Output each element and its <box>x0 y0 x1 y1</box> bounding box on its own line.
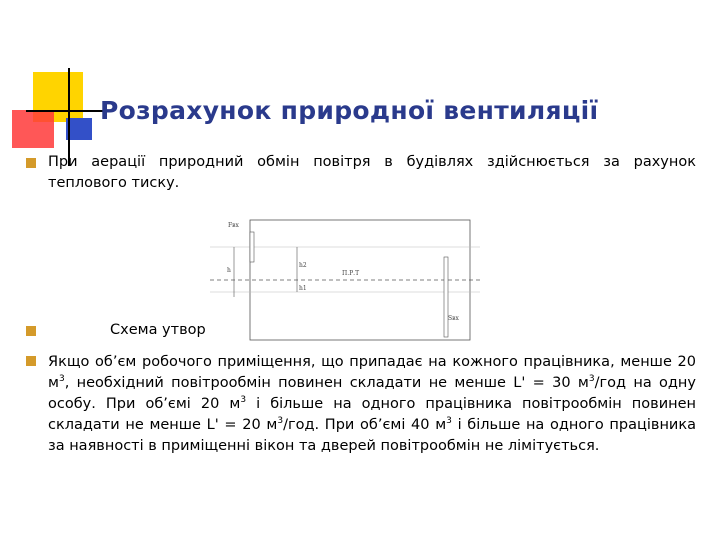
label-h2: h2 <box>299 262 307 269</box>
bullet-icon <box>26 356 36 366</box>
label-h1: h1 <box>299 285 307 292</box>
scheme-caption: Схема утвор <box>110 322 206 338</box>
label-svx: Sвх <box>448 315 459 322</box>
paragraph-scheme <box>48 320 696 341</box>
paragraph-aeration: При аерації природний обмін повітря в будівлях здійснюється за рахунок теплового тиску. <box>48 154 696 191</box>
label-fvx: Fвх <box>228 222 239 229</box>
label-h: h <box>227 267 231 274</box>
paragraph-air-exchange: Якщо об’єм робочого приміщення, що припадає на кожного працівника, менше 20 $м^3$, необхідний повітрообмін повинен складати не менше L' = 30 $м^3$/год на одну особу. При об’ємі 20 $м^3$ і більше на одного працівника повітрообмін повинен складати не менше L' = 20 $м^3$/год. При об’ємі 40 $м^3$ і більше на одного працівника за наявності в приміщенні вікон та дверей повітрообмін не лімітується. <box>48 354 696 454</box>
bullet-icon <box>26 158 36 168</box>
page-title: Розрахунок природної вентиляції <box>100 96 599 125</box>
decor-horizontal-line <box>26 110 110 112</box>
label-prt: П.Р.Т <box>342 270 360 277</box>
decor-red-square <box>12 110 54 148</box>
bullet-icon <box>26 326 36 336</box>
top-opening <box>250 232 254 262</box>
